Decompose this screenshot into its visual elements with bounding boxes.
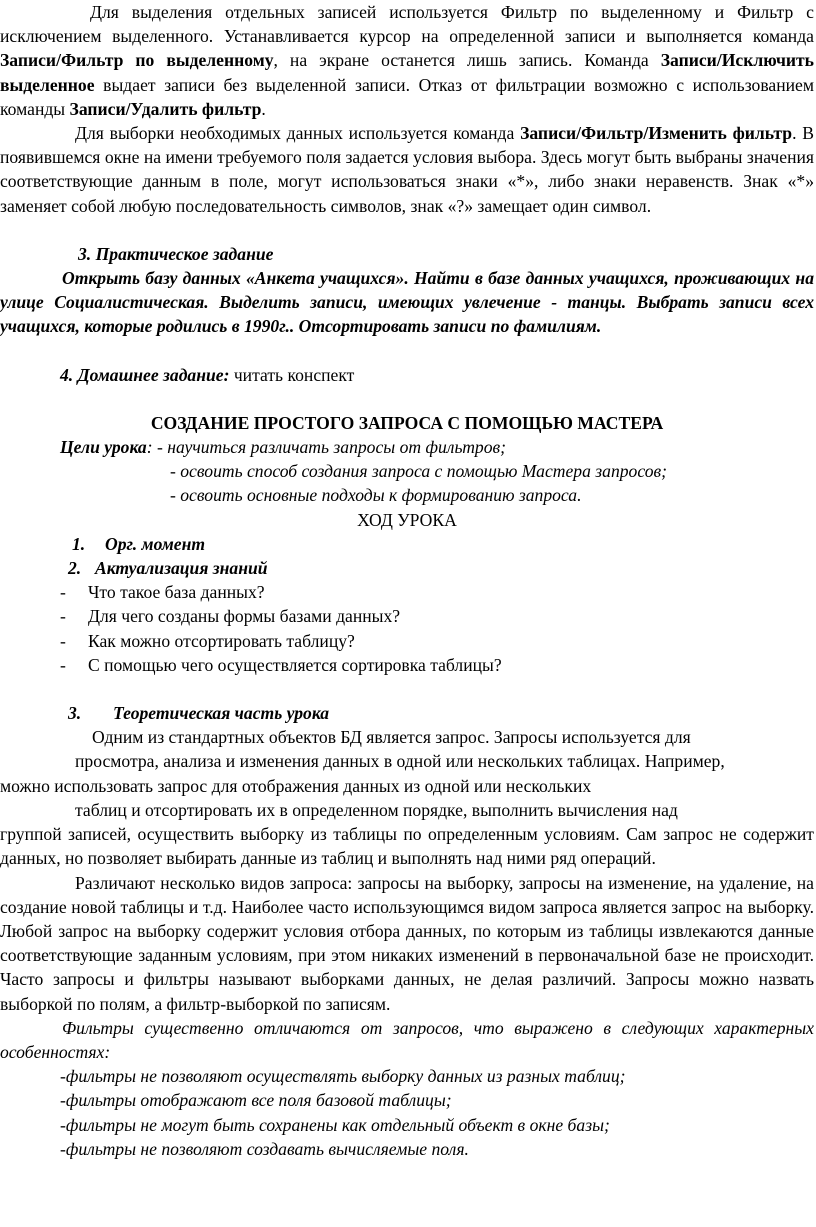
command-exclude-selection: Записи/Исключить выделенное (0, 50, 814, 95)
step-org (0, 532, 814, 556)
theory-line: таблиц и отсортировать их в определенном порядке, выполнить вычисления над (75, 799, 678, 820)
theory-paragraph: группой записей, осуществить выборку из таблицы по определенным условиям. Сам запрос не содержит данных, но позволяет выбирать данные из таблиц и выполнять над ними ряд операций. (0, 824, 814, 869)
goal-item: - освоить основные подходы к формированию запроса. (170, 485, 582, 506)
filter-feature-item: -фильтры не могут быть сохранены как отдельный объект в окне базы; (60, 1114, 610, 1135)
step-label: Орг. момент (105, 533, 206, 554)
theory-line: просмотра, анализа и изменения данных в одной или нескольких таблицах. Например, (75, 751, 725, 772)
text-run: выдает записи без выделенной записи. Отказ от фильтрации возможно с использованием команды (0, 74, 814, 119)
command-filter-by-selection: Записи/Фильтр по выделенному (0, 50, 274, 71)
step-theory (0, 701, 814, 725)
question-item: - С помощью чего осуществляется сортировка таблицы? (0, 653, 814, 677)
filter-feature-item: -фильтры отображают все поля базовой таблицы; (60, 1090, 452, 1111)
question-text: Для чего созданы формы базами данных? (88, 606, 401, 627)
question-text: Что такое база данных? (88, 582, 265, 603)
step-number: 2. (68, 558, 82, 579)
command-remove-filter: Записи/Удалить фильтр (69, 98, 262, 119)
question-item: - Как можно отсортировать таблицу? (0, 629, 814, 653)
question-text: С помощью чего осуществляется сортировка таблицы? (88, 654, 502, 675)
step-number: 1. (72, 533, 86, 554)
theory-line: можно использовать запрос для отображения данных из одной или нескольких (0, 775, 592, 796)
filters-differences-intro: Фильтры существенно отличаются от запросов, что выражено в следующих характерных особенностях: (0, 1017, 814, 1062)
homework-text: читать конспект (229, 364, 355, 385)
practice-heading: 3. Практическое задание (78, 243, 274, 264)
text-run: Для выделения отдельных записей используется Фильтр по выделенному и Фильтр с исключением выделенного. Устанавливается курсор на определенной записи и выполняется команда (0, 2, 814, 47)
question-item: - Что такое база данных? (0, 580, 814, 604)
step-knowledge (0, 556, 814, 580)
text-run: , на экране останется лишь запись. Команда (273, 50, 661, 71)
step-label: Актуализация знаний (95, 558, 268, 579)
text-run: . (261, 98, 266, 119)
filter-feature-item: -фильтры не позволяют осуществлять выборку данных из разных таблиц; (60, 1066, 626, 1087)
question-text: Как можно отсортировать таблицу? (88, 630, 355, 651)
change-filter-paragraph (0, 121, 814, 218)
text-run: Для выборки необходимых данных используется команда (75, 123, 521, 144)
progress-title: ХОД УРОКА (357, 509, 457, 530)
question-item: - Для чего созданы формы базами данных? (0, 604, 814, 628)
command-change-filter: Записи/Фильтр/Изменить фильтр (520, 123, 793, 144)
text-run: . В появившемся окне на имени требуемого поля задается условия выбора. Здесь могут быть выбраны значения соответствующие данным в поле, могут использоваться знаки «*», либо знаки неравенств. Знак «*» заменяет собой любую последовательность символов, знак «?» замещает один символ. (0, 123, 814, 216)
lesson-title: СОЗДАНИЕ ПРОСТОГО ЗАПРОСА С ПОМОЩЬЮ МАСТЕРА (150, 412, 664, 433)
goals-label: Цели урока (60, 437, 147, 458)
query-types-paragraph: Различают несколько видов запроса: запросы на выборку, запросы на изменение, на удаление, на создание новой таблицы и т.д. Наиболее часто использующимся видом запроса является запрос на выборку. Любой запрос на выборку содержит условия отбора данных, по которым из таблицы извлекаются данные соответствующие заданным условиям, при этом никаких изменений в первоначальной базе не происходит. Часто запросы и фильтры называют выборками данных, не делая различий. Запросы можно назвать выборкой по полям, а фильтр-выборкой по записям. (0, 872, 814, 1014)
filter-paragraph (0, 0, 814, 121)
step-label: Теоретическая часть урока (113, 703, 330, 724)
filter-feature-item: -фильтры не позволяют создавать вычисляемые поля. (60, 1138, 469, 1159)
goal-item: : - научиться различать запросы от фильтров; (146, 437, 507, 458)
theory-line: Одним из стандартных объектов БД является запрос. Запросы используется для (92, 727, 691, 748)
homework-line (0, 363, 814, 387)
goal-item: - освоить способ создания запроса с помощью Мастера запросов; (170, 461, 668, 482)
goals-line (0, 435, 814, 459)
step-number: 3. (68, 703, 82, 724)
homework-label: 4. Домашнее задание: (60, 364, 230, 385)
practice-text: Открыть базу данных «Анкета учащихся». Найти в базе данных учащихся, проживающих на улице Социалистическая. Выделить записи, имеющих увлечение - танцы. Выбрать записи всех учащихся, которые родились в 1990г.. Отсортировать записи по фамилиям. (0, 268, 814, 337)
